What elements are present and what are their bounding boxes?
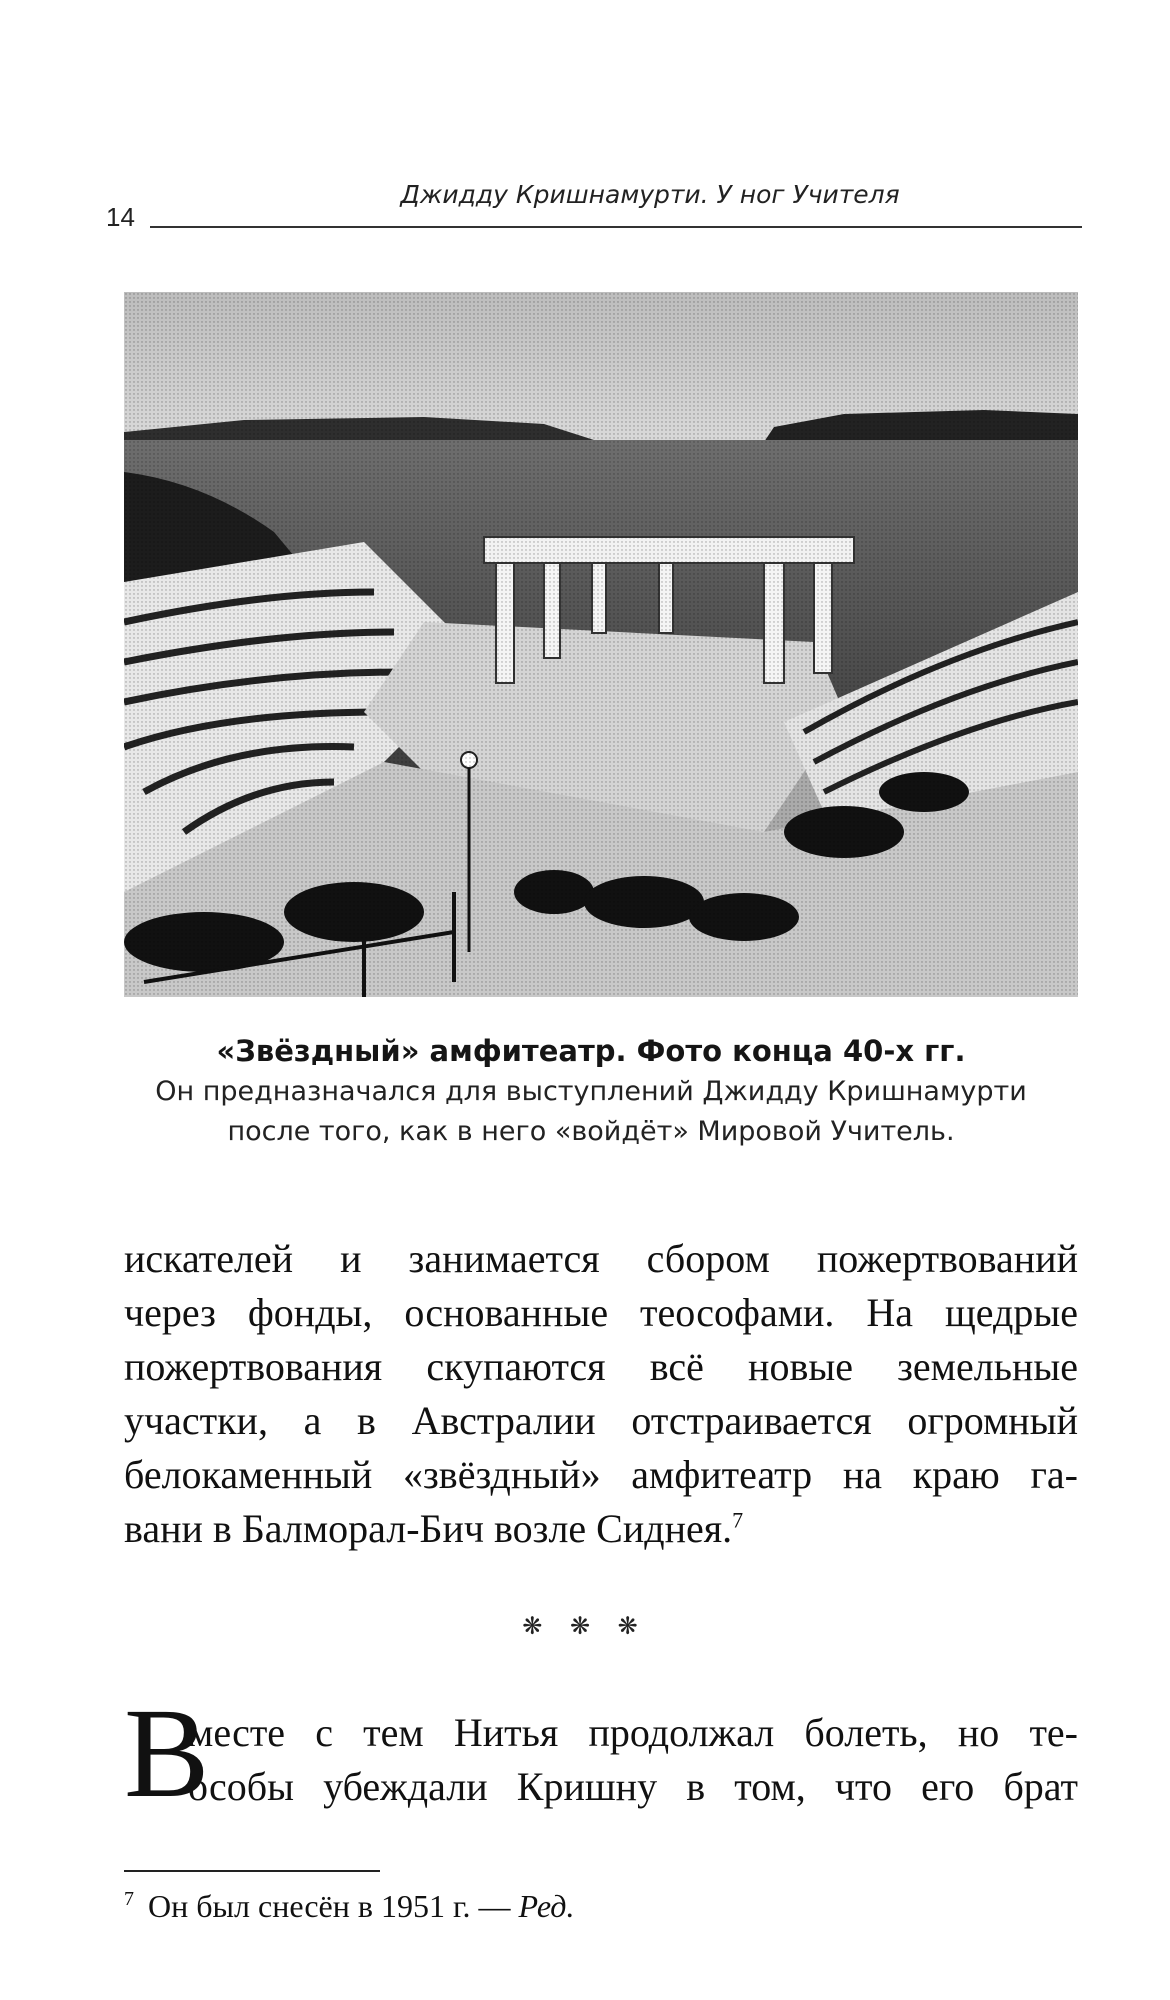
caption-line: после того, как в него «войдёт» Мировой Учитель.: [227, 1116, 955, 1147]
text-line: пожертвования скупаются всё новые земельные: [124, 1344, 1078, 1389]
text-line-content: вани в Балморал-Бич возле Сиднея.: [124, 1506, 733, 1551]
text-line: белокаменный «звёздный» амфитеатр на краю га-: [124, 1452, 1078, 1497]
footnote-editor: Ред.: [518, 1888, 575, 1924]
running-header: [100, 180, 1082, 230]
header-rule: [150, 226, 1082, 228]
text-line-last: [124, 1502, 1078, 1556]
text-line: особы убеждали Кришну в том, что его брат: [188, 1764, 1078, 1809]
caption-title: «Звёздный» амфитеатр. Фото конца 40-х гг.: [216, 1034, 966, 1068]
amphitheatre-photo: [124, 292, 1078, 997]
footnote-reference[interactable]: 7: [732, 1507, 744, 1533]
text-line: месте с тем Нитья продолжал болеть, но те-: [188, 1710, 1078, 1755]
text-line: через фонды, основанные теософами. На щедрые: [124, 1290, 1078, 1335]
text-line: участки, а в Австралии отстраивается огромный: [124, 1398, 1078, 1443]
photo-caption: [100, 1030, 1082, 1152]
text-line: искателей и занимается сбором пожертвований: [124, 1236, 1078, 1281]
running-title: Джидду Кришнамурти. У ног Учителя: [400, 180, 900, 209]
footnote: [124, 1884, 574, 1928]
footnote-rule: [124, 1870, 380, 1872]
drop-cap: В: [124, 1682, 210, 1824]
body-paragraph: [124, 1232, 1078, 1556]
section-ornament: ❋ ❋ ❋: [522, 1612, 648, 1640]
page-number: 14: [106, 202, 135, 232]
footnote-number: 7: [124, 1888, 134, 1911]
caption-line: Он предназначался для выступлений Джидду Кришнамурти: [155, 1076, 1027, 1107]
footnote-text: Он был снесён в 1951 г. —: [148, 1888, 511, 1924]
